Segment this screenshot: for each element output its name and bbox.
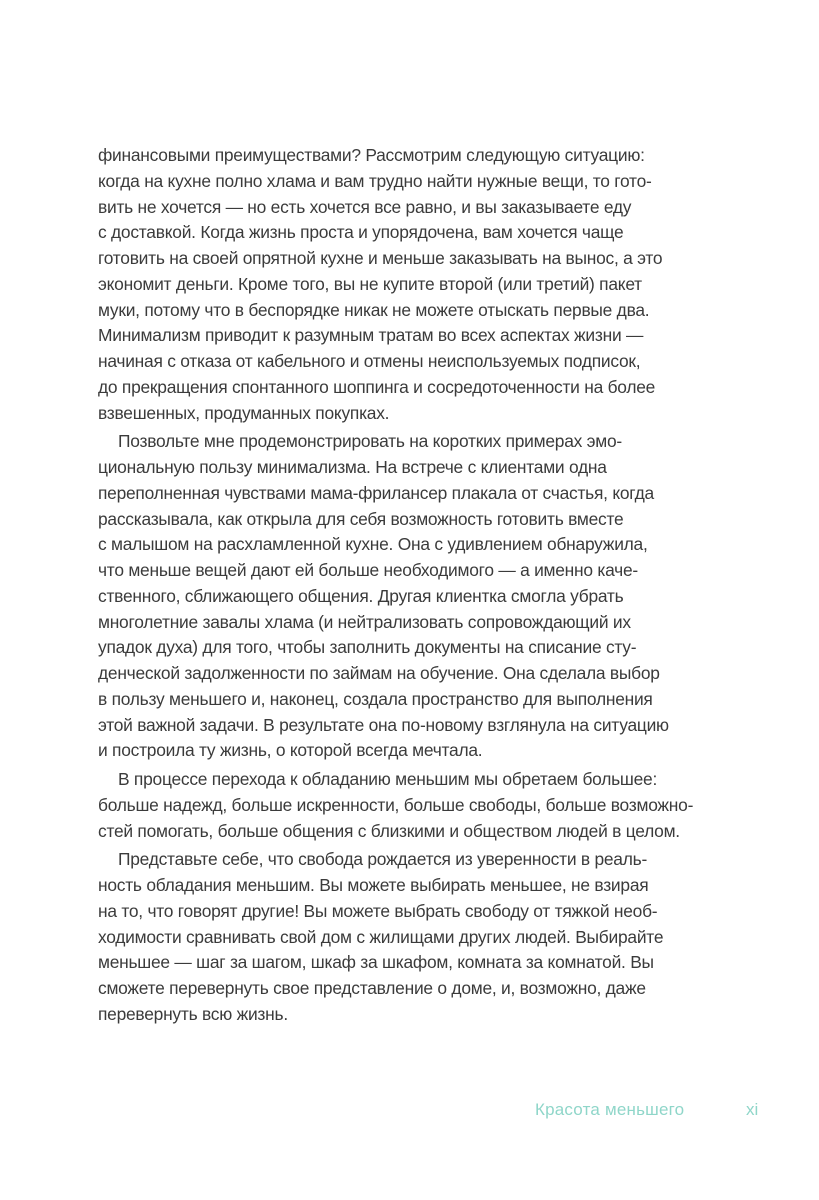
paragraph <box>98 847 738 1027</box>
text-line: переполненная чувствами мама-фрилансер плакала от счастья, когда <box>98 482 654 503</box>
text-line: взвешенных, продуманных покупках. <box>98 402 390 423</box>
text-line: больше надежд, больше искренности, больше свободы, больше возможно- <box>98 794 694 815</box>
text-line: до прекращения спонтанного шоппинга и сосредоточенности на более <box>98 376 656 397</box>
text-line: на то, что говорят другие! Вы можете выбрать свободу от тяжкой необ- <box>98 900 658 921</box>
text-line: многолетние завалы хлама (и нейтрализовать сопровождающий их <box>98 611 631 632</box>
text-line: Позвольте мне продемонстрировать на коротких примерах эмо- <box>118 431 622 452</box>
text-line: начиная с отказа от кабельного и отмены неиспользуемых подписок, <box>98 351 641 371</box>
text-line: что меньше вещей дают ей больше необходимого — а именно каче- <box>98 560 638 580</box>
paragraph <box>98 767 738 844</box>
text-line: ность обладания меньшим. Вы можете выбирать меньшее, не взирая <box>98 875 649 895</box>
paragraph <box>98 143 738 426</box>
text-line: с доставкой. Когда жизнь проста и упорядочена, вам хочется чаще <box>98 222 624 243</box>
text-line: В процессе перехода к обладанию меньшим мы обретаем большее: <box>118 769 658 789</box>
text-line: рассказывала, как открыла для себя возможность готовить вместе <box>98 508 624 529</box>
text-line: ходимости сравнивать свой дом с жилищами других людей. Выбирайте <box>98 926 664 947</box>
text-line: меньшее — шаг за шагом, шкаф за шкафом, комната за комнатой. Вы <box>98 952 654 973</box>
text-line: муки, потому что в беспорядке никак не можете отыскать первые два. <box>98 299 650 320</box>
text-line: перевернуть всю жизнь. <box>98 1003 288 1024</box>
text-line: готовить на своей опрятной кухне и меньше заказывать на вынос, а это <box>98 248 663 268</box>
running-title: Красота меньшего <box>535 1100 685 1119</box>
text-line: когда на кухне полно хлама и вам трудно найти нужные вещи, то гото- <box>98 170 652 191</box>
text-line: вить не хочется — но есть хочется все равно, и вы заказываете еду <box>98 196 632 217</box>
text-line: финансовыми преимуществами? Рассмотрим следующую ситуацию: <box>98 145 645 165</box>
text-line: ственного, сближающего общения. Другая клиентка смогла убрать <box>98 585 624 606</box>
text-line: этой важной задачи. В результате она по-новому взглянула на ситуацию <box>98 714 669 735</box>
text-line: сможете перевернуть свое представление о доме, и, возможно, даже <box>98 978 646 998</box>
page-number: xi <box>746 1100 759 1119</box>
text-line: Представьте себе, что свобода рождается из уверенности в реаль- <box>118 849 647 870</box>
text-line: денческой задолженности по займам на обучение. Она сделала выбор <box>98 663 660 683</box>
paragraph <box>98 429 738 764</box>
text-line: циональную пользу минимализма. На встрече с клиентами одна <box>98 457 607 477</box>
text-line: и построила ту жизнь, о которой всегда мечтала. <box>98 740 483 761</box>
text-line: с малышом на расхламленной кухне. Она с удивлением обнаружила, <box>98 534 648 555</box>
body-text <box>98 143 738 1031</box>
text-line: стей помогать, больше общения с близкими и обществом людей в целом. <box>98 820 680 841</box>
text-line: экономит деньги. Кроме того, вы не купите второй (или третий) пакет <box>98 273 642 294</box>
text-line: упадок духа) для того, чтобы заполнить документы на списание сту- <box>98 637 637 658</box>
text-line: в пользу меньшего и, наконец, создала пространство для выполнения <box>98 688 653 709</box>
text-line: Минимализм приводит к разумным тратам во всех аспектах жизни — <box>98 325 644 346</box>
